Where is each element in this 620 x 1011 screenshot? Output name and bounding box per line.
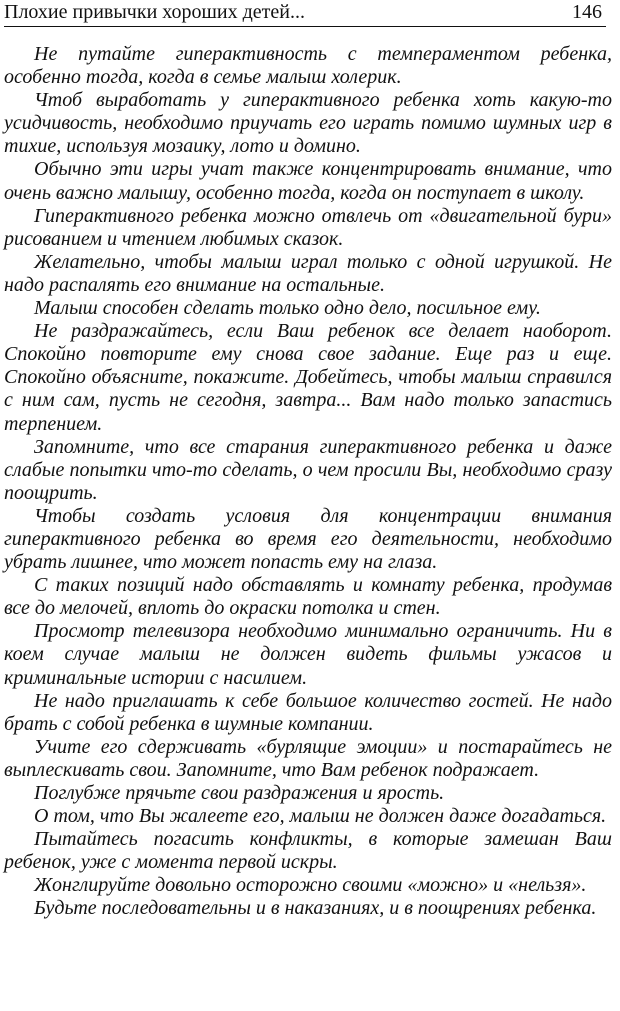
paragraph: С таких позиций надо обставлять и комнату ребенка, продумав все до мелочей, вплоть до окраски потолка и стен. [4,574,612,620]
paragraph: Пытайтесь погасить конфликты, в которые замешан Ваш ребенок, уже с момента первой искры. [4,828,612,874]
paragraph: Не раздражайтесь, если Ваш ребенок все делает наоборот. Спокойно повторите ему снова свое задание. Еще раз и еще. Спокойно объясните, покажите. Добейтесь, чтобы малыш справился с ним сам, пусть не сегодня, завтра... Вам надо только запастись терпением. [4,320,612,435]
paragraph: Гиперактивного ребенка можно отвлечь от «двигательной бури» рисованием и чтением любимых сказок. [4,204,612,250]
paragraph: Жонглируйте довольно осторожно своими «можно» и «нельзя». [34,874,587,897]
paragraph: Запомните, что все старания гиперактивного ребенка и даже слабые попытки что-то сделать, о чем просили Вы, необходимо сразу поощрить. [4,435,612,504]
paragraph: Чтоб выработать у гиперактивного ребенка хоть какую-то усидчивость, необходимо приучать его играть помимо шумных игр в тихие, используя мозаику, лото и домино. [4,89,612,158]
paragraph: О том, что Вы жалеете его, малыш не должен даже догадаться. [34,805,607,828]
paragraph: Просмотр телевизора необходимо минимально ограничить. Ни в коем случае малыш не должен видеть фильмы ужасов и криминальные истории с насилием. [4,620,612,689]
paragraph: Малыш способен сделать только одно дело, посильное ему. [34,297,541,320]
book-title: Плохие привычки хороших детей... [4,1,305,23]
paragraph: Поглубже прячьте свои раздражения и ярость. [34,782,445,804]
page-number: 146 [572,1,602,23]
paragraph: Чтобы создать условия для концентрации внимания гиперактивного ребенка во время его деятельности, необходимо убрать лишнее, что может попасть ему на глаза. [4,504,612,574]
paragraph: Не надо приглашать к себе большое количество гостей. Не надо брать с собой ребенка в шумные компании. [4,689,612,735]
paragraph: Учите его сдерживать «бурлящие эмоции» и постарайтесь не выплескивать свои. Запомните, что Вам ребенок подражает. [4,735,612,781]
paragraph: Желательно, чтобы малыш играл только с одной игрушкой. Не надо распалять его внимание на остальные. [4,250,612,296]
paragraph: Будьте последовательны и в наказаниях, и в поощрениях ребенка. [34,897,597,920]
paragraph: Обычно эти игры учат также концентрировать внимание, что очень важно малышу, особенно тогда, когда он поступает в школу. [4,158,612,204]
running-header [4,0,606,27]
paragraph: Не путайте гиперактивность с темпераментом ребенка, особенно тогда, когда в семье малыш холерик. [4,43,612,89]
body-text [4,43,612,921]
